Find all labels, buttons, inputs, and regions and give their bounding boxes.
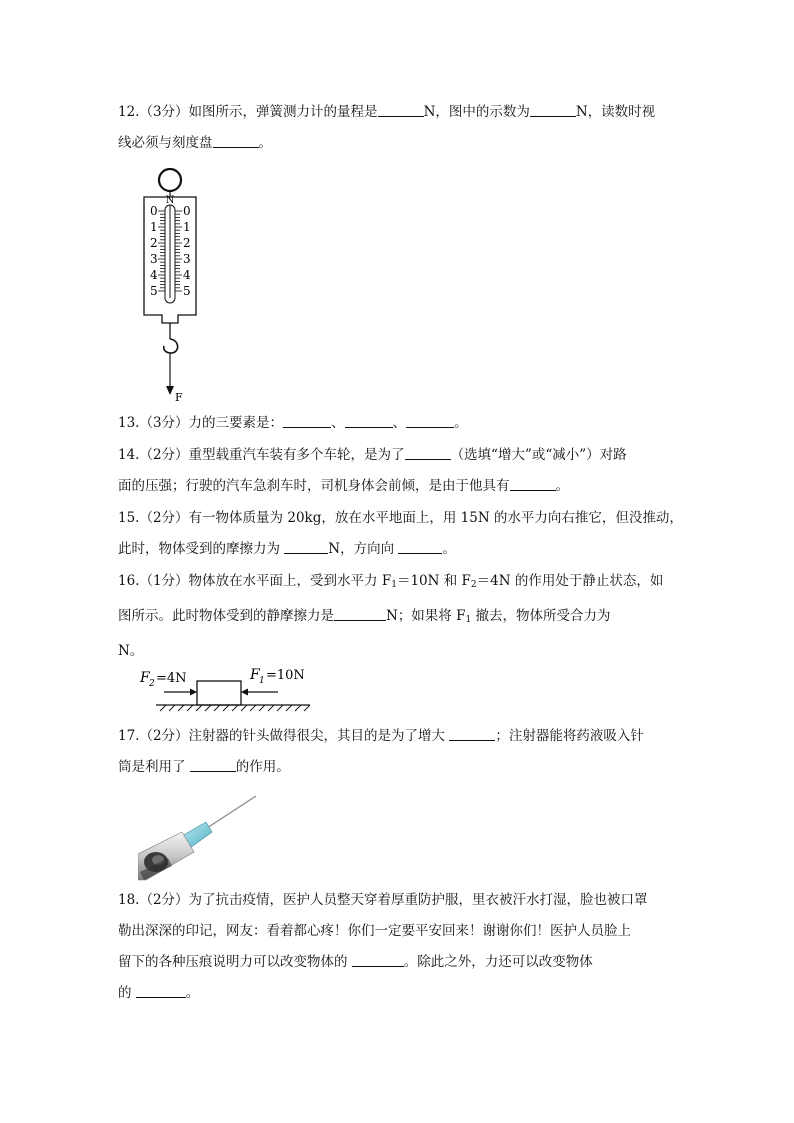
scale-tick-left: 2 <box>150 236 158 250</box>
ground-hatch <box>214 705 220 711</box>
f2-value: =4N <box>156 671 187 686</box>
scale-tick-right: 5 <box>183 284 191 298</box>
answer-blank[interactable] <box>405 445 451 460</box>
question-17: 17.（2分）注射器的针头做得很尖，其目的是为了增大 ；注射器能将药液吸入针 筒是利用了 的作用。 <box>118 728 644 775</box>
answer-blank[interactable] <box>284 539 328 554</box>
ground-hatch <box>187 705 193 711</box>
ground-hatch <box>241 705 247 711</box>
scale-unit-label: N <box>165 195 175 206</box>
question-13: 13.（3分）力的三要素是： 、 、 。 <box>118 415 468 431</box>
scale-tick-right: 0 <box>183 204 191 218</box>
ground-hatch <box>160 705 166 711</box>
question-14: 14.（2分）重型载重汽车装有多个车轮，是为了 （选填“增大”或“减小”）对路 面的压强；行驶的汽车急刹车时，司机身体会前倾，是由于他具有 。 <box>118 447 627 494</box>
f2-sub: 2 <box>149 679 155 689</box>
ground-hatch <box>277 705 283 711</box>
scale-tick-right: 3 <box>183 252 191 266</box>
answer-blank[interactable] <box>136 983 186 998</box>
force-label: F <box>175 391 183 404</box>
f1-value: =10N <box>266 668 305 683</box>
answer-blank[interactable] <box>345 413 393 428</box>
question-16: 16.（1分）物体放在水平面上，受到水平力 $F_1=10N$ 和 $F_2=4N$ 的作用处于静止状态，如 图所示。此时物体受到的静摩擦力是 N；如果将 $F_1$ 撤去，物体所受合力为 N。 <box>118 573 664 659</box>
ground-hatch <box>268 705 274 711</box>
syringe-picture <box>138 792 263 882</box>
ground-hatch <box>304 705 310 711</box>
block <box>197 681 241 705</box>
answer-blank[interactable] <box>449 726 495 741</box>
answer-blank[interactable] <box>213 133 259 148</box>
answer-blank[interactable] <box>510 476 556 491</box>
answer-blank[interactable] <box>352 952 404 967</box>
scale-tick-left: 1 <box>150 220 158 234</box>
scale-tick-left: 3 <box>150 252 158 266</box>
answer-blank[interactable] <box>398 539 442 554</box>
scale-tick-right: 2 <box>183 236 191 250</box>
f1-sub: 1 <box>259 676 265 686</box>
question-12-line-2: 线必须与刻度盘 。 <box>118 135 272 151</box>
answer-blank[interactable] <box>190 757 236 772</box>
ground-hatch <box>295 705 301 711</box>
question-18: 18.（2分）为了抗击疫情，医护人员整天穿着厚重防护服，里衣被汗水打湿，脸也被口罩 勒出深深的印记，网友：看着都心疼！你们一定要平安回来！谢谢你们！医护人员脸上 留下的各种压痕说明力可以改变物体的 。除此之外，力还可以改变物体 的 。 <box>118 892 648 1001</box>
spring-scale-ring <box>159 169 181 191</box>
ground-hatch <box>169 705 175 711</box>
syringe-needle <box>204 796 256 830</box>
ground-hatch <box>178 705 184 711</box>
ground-hatch <box>196 705 202 711</box>
scale-tick-left: 4 <box>150 268 158 282</box>
scale-tick-left: 5 <box>150 284 158 298</box>
question-12 <box>118 97 678 159</box>
f1-label: F <box>250 667 260 683</box>
scale-tick-right: 4 <box>183 268 191 282</box>
spring-scale-hook <box>164 339 178 353</box>
ground-hatch <box>250 705 256 711</box>
answer-blank[interactable] <box>406 413 454 428</box>
ground-hatch <box>259 705 265 711</box>
block-force-figure <box>138 662 318 712</box>
answer-blank[interactable] <box>283 413 331 428</box>
ground-hatch <box>286 705 292 711</box>
answer-blank[interactable] <box>334 606 386 621</box>
answer-blank[interactable] <box>530 102 576 117</box>
ground-hatch <box>223 705 229 711</box>
f2-label: F <box>140 670 150 686</box>
ground-hatch <box>232 705 238 711</box>
question-12-line-1: 12.（3分）如图所示，弹簧测力计的量程是 N，图中的示数为 N，读数时视 <box>118 104 656 120</box>
answer-blank[interactable] <box>378 102 424 117</box>
spring-scale-figure <box>130 165 220 405</box>
scale-tick-left: 0 <box>150 204 158 218</box>
question-15: 15.（2分）有一物体质量为 20kg，放在水平地面上，用 15N 的水平力向右推它，但没推动， 此时，物体受到的摩擦力为 N，方向向 。 <box>118 510 683 557</box>
ground-hatch <box>205 705 211 711</box>
scale-tick-right: 1 <box>183 220 191 234</box>
